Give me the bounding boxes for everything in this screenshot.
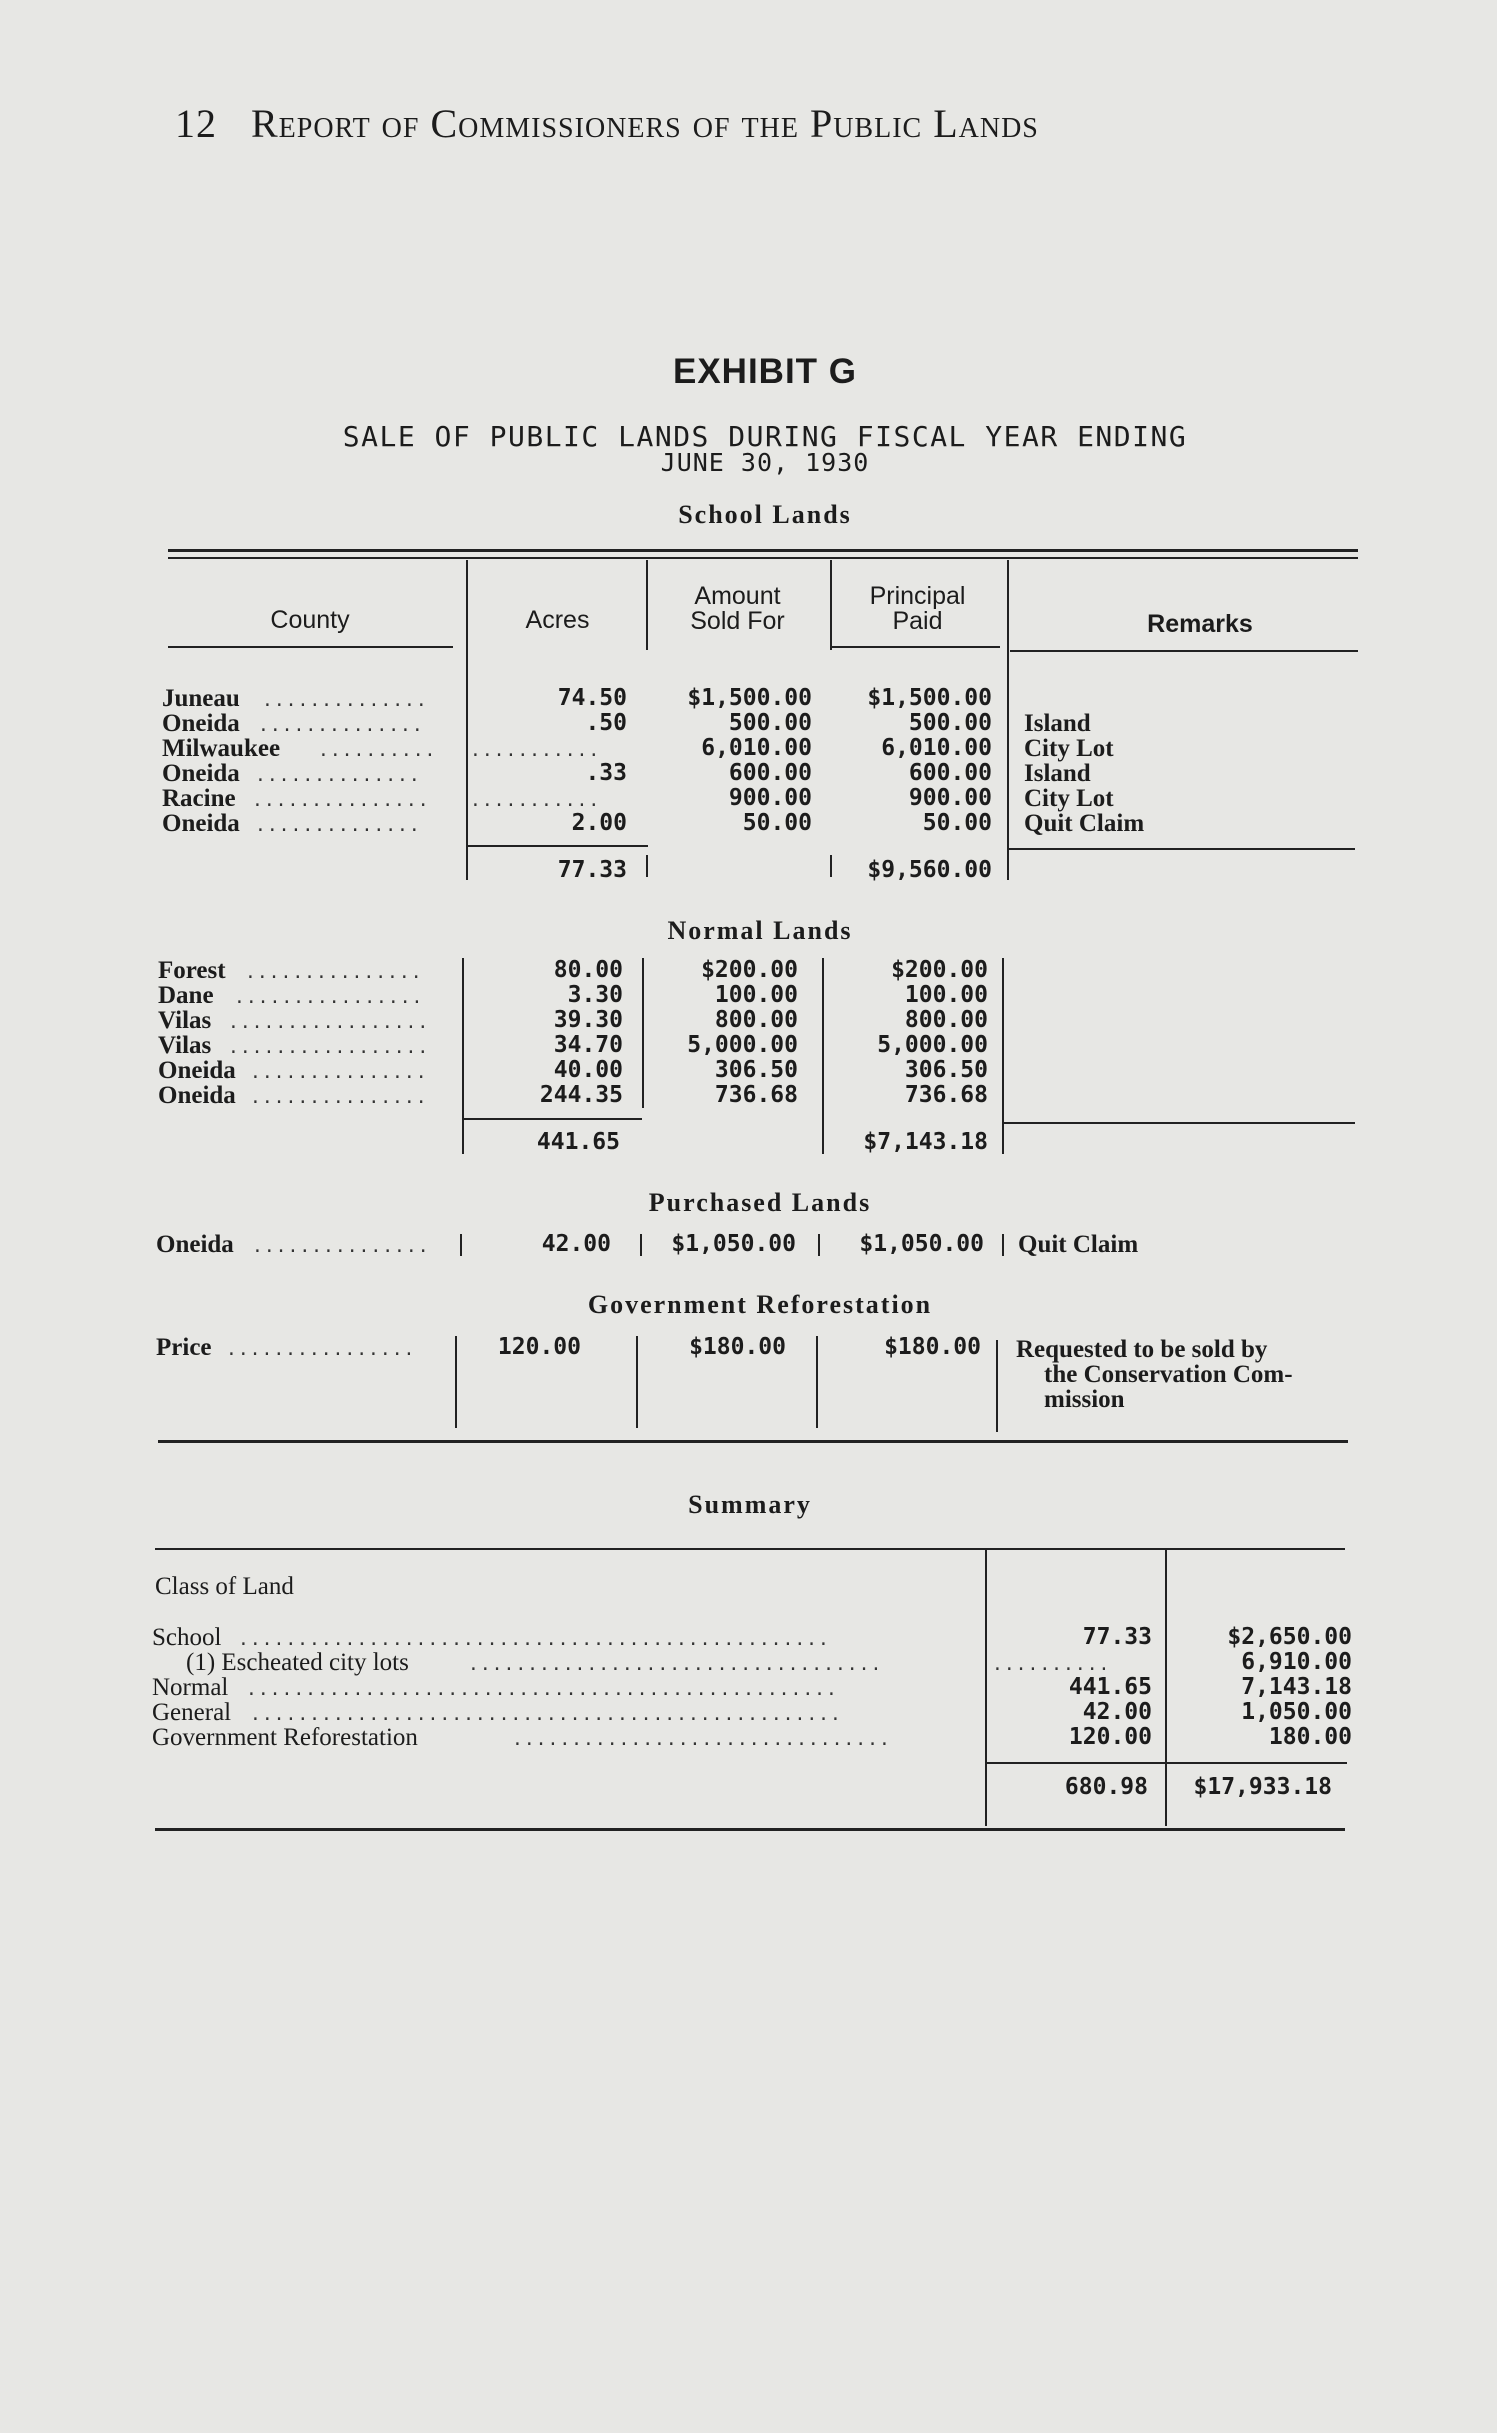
principal-value: 736.68: [904, 1082, 988, 1108]
dot-leader: ................: [234, 987, 424, 1008]
dot-leader: ...............: [245, 962, 423, 983]
normal-total-principal: $7,143.18: [863, 1129, 988, 1155]
normal-total-rule-acres: [462, 1118, 642, 1120]
dot-leader: ................: [226, 1339, 416, 1360]
county-name: Vilas: [158, 1032, 212, 1059]
exhibit-subtitle-line2: JUNE 30, 1930: [660, 448, 870, 477]
dot-leader: ..................................................: [246, 1679, 838, 1700]
summary-label: Government Reforestation: [152, 1724, 418, 1751]
school-rule-3: [830, 560, 832, 650]
exhibit-title: EXHIBIT G: [672, 352, 858, 391]
principal-value: $200.00: [891, 957, 988, 983]
summary-label: General: [152, 1699, 232, 1726]
summary-amount: 6,910.00: [1241, 1649, 1352, 1675]
acres-value: 74.50: [557, 685, 627, 711]
dot-leader: ...............: [252, 1236, 430, 1257]
summary-label: (1) Escheated city lots: [186, 1649, 409, 1676]
amount-value: $1,500.00: [687, 685, 812, 711]
summary-total-rule: [987, 1762, 1347, 1764]
county-name: Juneau: [162, 685, 240, 712]
acres-value: 42.00: [541, 1231, 611, 1257]
principal-value: 800.00: [904, 1007, 988, 1033]
table-top-rule-2: [168, 557, 1358, 559]
dot-leader: ..........: [992, 1654, 1111, 1675]
summary-amount: $2,650.00: [1227, 1624, 1352, 1650]
remarks-value: Island: [1024, 710, 1091, 737]
summary-heading: Summary: [688, 1490, 812, 1519]
school-total-rule-acres: [468, 845, 648, 847]
summary-bottom-rule: [155, 1828, 1345, 1831]
amount-value: 900.00: [728, 785, 812, 811]
amount-value: 306.50: [714, 1057, 798, 1083]
acres-value: 34.70: [553, 1032, 623, 1058]
principal-value: 6,010.00: [881, 735, 992, 761]
amount-value: $180.00: [689, 1334, 786, 1360]
amount-value: 100.00: [714, 982, 798, 1008]
school-total-rule-remarks: [1007, 848, 1355, 850]
school-lands-heading: School Lands: [678, 500, 852, 529]
county-name: Dane: [158, 982, 214, 1009]
county-name: Milwaukee: [162, 735, 281, 762]
county-name: Forest: [158, 957, 226, 984]
government-reforestation-heading: Government Reforestation: [587, 1290, 933, 1319]
acres-value: 120.00: [497, 1334, 581, 1360]
dot-leader: ..............: [258, 715, 424, 736]
dot-leader: ................................: [512, 1729, 891, 1750]
dot-leader: ..........: [318, 740, 437, 761]
dot-leader: ..................................................: [238, 1629, 830, 1650]
summary-amount: 7,143.18: [1241, 1674, 1352, 1700]
amount-value: $200.00: [701, 957, 798, 983]
column-header-amount-line2: Sold For: [690, 607, 785, 635]
dot-leader: ...........: [470, 740, 601, 761]
remarks-value: the Conservation Com-: [1044, 1361, 1293, 1388]
principal-value: 500.00: [908, 710, 992, 736]
dot-leader: ...............: [250, 1062, 428, 1083]
acres-value: 40.00: [553, 1057, 623, 1083]
summary-label: School: [152, 1624, 222, 1651]
principal-value: 900.00: [908, 785, 992, 811]
remarks-value: Quit Claim: [1018, 1231, 1139, 1258]
remarks-value: City Lot: [1024, 785, 1114, 812]
county-name: Oneida: [162, 810, 240, 837]
amount-value: 500.00: [728, 710, 812, 736]
principal-value: 100.00: [904, 982, 988, 1008]
header-underline-remarks: [1010, 650, 1358, 652]
acres-value: .50: [585, 710, 627, 736]
purchased-rule-2: [640, 1234, 642, 1256]
dot-leader: ...................................: [468, 1654, 883, 1675]
acres-value: 39.30: [553, 1007, 623, 1033]
dot-leader: ..............: [255, 815, 421, 836]
column-header-principal-line2: Paid: [892, 607, 943, 635]
county-name: Oneida: [158, 1057, 236, 1084]
summary-acres: 77.33: [1082, 1624, 1152, 1650]
dot-leader: ...............: [250, 1087, 428, 1108]
government-rule-2: [636, 1336, 638, 1428]
purchased-rule-1: [460, 1234, 462, 1256]
government-rule-1: [455, 1336, 457, 1428]
summary-acres: 441.65: [1068, 1674, 1152, 1700]
dot-leader: ..................................................: [250, 1704, 842, 1725]
normal-lands-heading: Normal Lands: [667, 916, 853, 945]
column-header-amount-line1: Amount: [694, 582, 781, 610]
remarks-value: Island: [1024, 760, 1091, 787]
acres-value: 80.00: [553, 957, 623, 983]
county-name: Price: [156, 1334, 212, 1361]
summary-acres: 42.00: [1082, 1699, 1152, 1725]
table-top-rule: [168, 549, 1358, 552]
table-bottom-rule: [158, 1440, 1348, 1443]
column-header-principal-line1: Principal: [869, 582, 966, 610]
county-name: Oneida: [158, 1082, 236, 1109]
summary-class-label: Class of Land: [155, 1573, 294, 1600]
acres-value: 2.00: [571, 810, 627, 836]
amount-value: 50.00: [742, 810, 812, 836]
county-name: Vilas: [158, 1007, 212, 1034]
column-header-remarks: Remarks: [1147, 610, 1253, 638]
principal-value: 306.50: [904, 1057, 988, 1083]
remarks-value: Requested to be sold by: [1016, 1336, 1268, 1363]
county-name: Oneida: [162, 760, 240, 787]
amount-value: 736.68: [714, 1082, 798, 1108]
running-header: [175, 100, 1039, 147]
amount-value: 600.00: [728, 760, 812, 786]
dot-leader: ..............: [262, 690, 428, 711]
county-name: Oneida: [156, 1231, 234, 1258]
summary-acres: 120.00: [1068, 1724, 1152, 1750]
school-total-rule-amount: [646, 855, 648, 877]
header-underline-principal: [832, 646, 1000, 648]
remarks-value: mission: [1044, 1386, 1125, 1413]
column-header-acres: Acres: [525, 606, 590, 634]
purchased-rule-3: [818, 1234, 820, 1256]
principal-value: 600.00: [908, 760, 992, 786]
remarks-value: Quit Claim: [1024, 810, 1145, 837]
summary-total-acres: 680.98: [1064, 1774, 1148, 1800]
normal-total-acres: 441.65: [536, 1129, 620, 1155]
summary-amount: 1,050.00: [1241, 1699, 1352, 1725]
amount-value: 5,000.00: [687, 1032, 798, 1058]
acres-value: 244.35: [539, 1082, 623, 1108]
summary-amount: 180.00: [1268, 1724, 1352, 1750]
summary-label: Normal: [152, 1674, 229, 1701]
school-total-acres: 77.33: [557, 857, 627, 883]
principal-value: $180.00: [884, 1334, 981, 1360]
summary-total-amount: $17,933.18: [1193, 1774, 1332, 1800]
school-rule-2: [646, 560, 648, 650]
page-number: 12: [175, 101, 217, 146]
dot-leader: ...............: [252, 790, 430, 811]
exhibit-subtitle-line1: SALE OF PUBLIC LANDS DURING FISCAL YEAR ENDING: [342, 420, 1188, 453]
amount-value: 6,010.00: [701, 735, 812, 761]
amount-value: $1,050.00: [671, 1231, 796, 1257]
principal-value: $1,500.00: [867, 685, 992, 711]
principal-value: 50.00: [922, 810, 992, 836]
principal-value: $1,050.00: [859, 1231, 984, 1257]
purchased-rule-4: [1002, 1234, 1004, 1256]
acres-value: .33: [585, 760, 627, 786]
purchased-lands-heading: Purchased Lands: [648, 1188, 872, 1217]
dot-leader: ...........: [470, 790, 601, 811]
school-total-principal: $9,560.00: [867, 857, 992, 883]
dot-leader: ..............: [255, 765, 421, 786]
acres-value: 3.30: [567, 982, 623, 1008]
column-header-county: County: [270, 606, 350, 634]
government-rule-4: [996, 1340, 998, 1432]
dot-leader: .................: [228, 1012, 430, 1033]
county-name: Racine: [162, 785, 236, 812]
government-rule-3: [816, 1336, 818, 1428]
dot-leader: .................: [228, 1037, 430, 1058]
normal-total-rule-remarks: [1002, 1122, 1355, 1124]
county-name: Oneida: [162, 710, 240, 737]
remarks-value: City Lot: [1024, 735, 1114, 762]
header-underline-county: [168, 646, 453, 648]
report-title: Report of Commissioners of the Public Lands: [251, 101, 1039, 146]
amount-value: 800.00: [714, 1007, 798, 1033]
principal-value: 5,000.00: [877, 1032, 988, 1058]
